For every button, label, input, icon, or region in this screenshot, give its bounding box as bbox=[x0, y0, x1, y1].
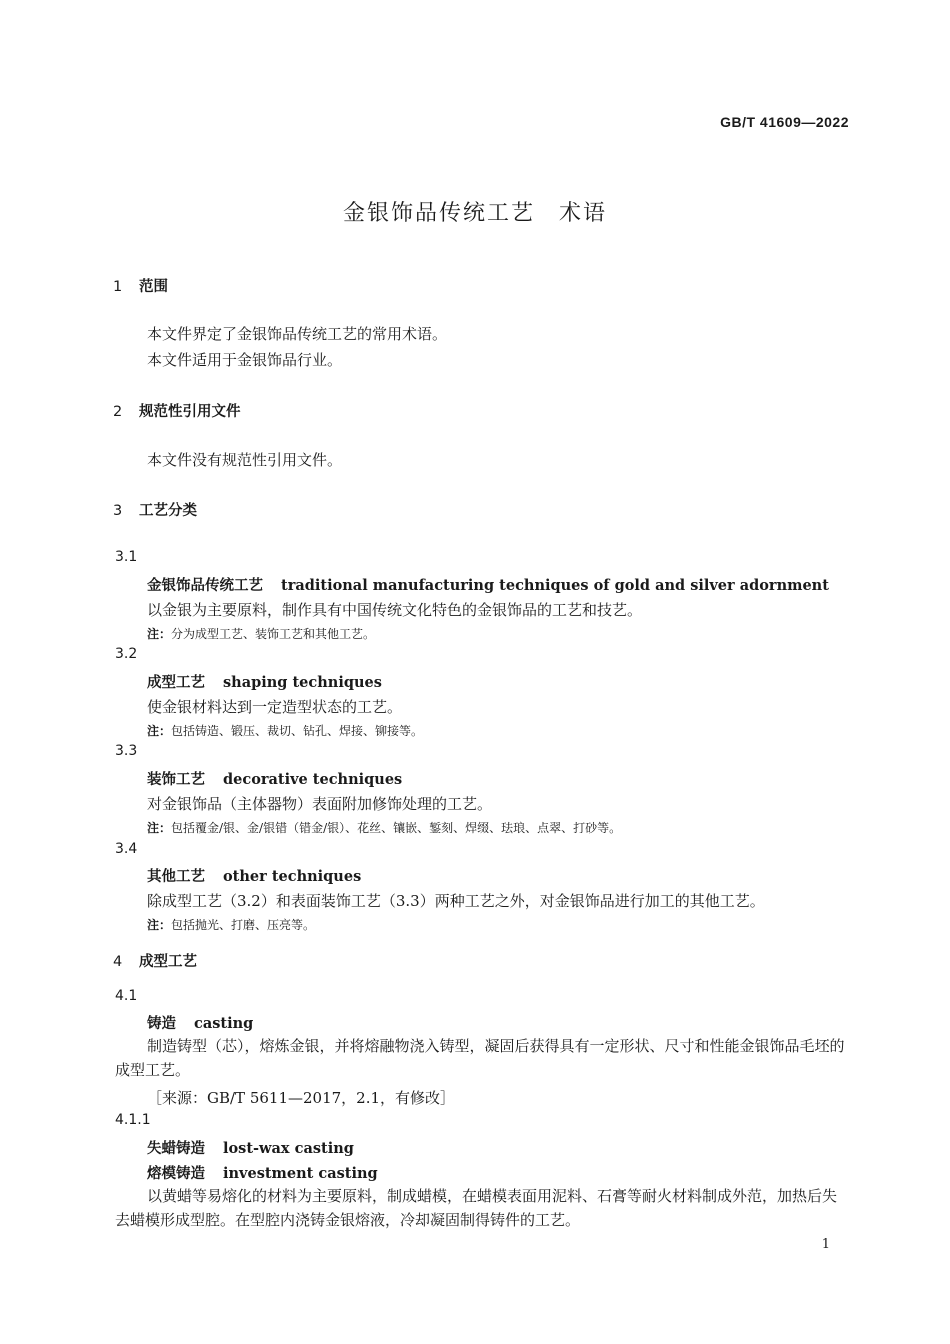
term-zh: 熔模铸造 bbox=[147, 1166, 205, 1182]
term-en: casting bbox=[194, 1015, 254, 1032]
section-1-heading bbox=[113, 275, 168, 296]
term-number: 4.1 bbox=[115, 988, 138, 1004]
term-en: lost-wax casting bbox=[223, 1140, 354, 1157]
section-number: 4 bbox=[113, 954, 123, 970]
section-title: 成型工艺 bbox=[139, 954, 197, 970]
note-label: 注： bbox=[147, 724, 172, 738]
section-3-heading bbox=[113, 499, 197, 520]
section-2-heading bbox=[113, 400, 241, 421]
standard-number: GB/T 41609—2022 bbox=[720, 114, 849, 130]
term-definition: 以黄蜡等易熔化的材料为主要原料，制成蜡模，在蜡模表面用泥料、石膏等耐火材料制成外范，加热后失去蜡模形成型腔。在型腔内浇铸金银熔液，冷却凝固制得铸件的工艺。 bbox=[115, 1187, 838, 1229]
paragraph: 本文件没有规范性引用文件。 bbox=[147, 451, 343, 469]
term-note bbox=[147, 722, 423, 739]
note-text: 分为成型工艺、装饰工艺和其他工艺。 bbox=[171, 627, 376, 641]
section-title: 规范性引用文件 bbox=[139, 404, 241, 420]
term-en: other techniques bbox=[223, 868, 362, 885]
term-zh: 装饰工艺 bbox=[147, 772, 205, 788]
term-synonym bbox=[147, 1162, 378, 1183]
section-number: 3 bbox=[113, 503, 123, 519]
section-title: 工艺分类 bbox=[139, 503, 197, 519]
paragraph: 本文件界定了金银饰品传统工艺的常用术语。 bbox=[147, 325, 448, 343]
term-zh: 其他工艺 bbox=[147, 869, 205, 885]
term-entry bbox=[147, 865, 361, 886]
term-note bbox=[147, 625, 375, 642]
term-source: ［来源：GB/T 5611—2017，2.1，有修改］ bbox=[147, 1089, 456, 1107]
term-entry bbox=[147, 768, 402, 789]
term-note bbox=[147, 819, 621, 836]
section-title: 范围 bbox=[139, 279, 168, 295]
term-definition: 使金银材料达到一定造型状态的工艺。 bbox=[147, 698, 403, 716]
term-number: 3.2 bbox=[115, 646, 138, 662]
note-label: 注： bbox=[147, 627, 172, 641]
note-label: 注： bbox=[147, 821, 172, 835]
term-definition: 除成型工艺（3.2）和表面装饰工艺（3.3）两种工艺之外，对金银饰品进行加工的其他工艺。 bbox=[147, 892, 765, 910]
term-entry bbox=[147, 671, 382, 692]
term-zh: 铸造 bbox=[147, 1016, 176, 1032]
term-entry bbox=[147, 1012, 253, 1033]
paragraph: 本文件适用于金银饰品行业。 bbox=[147, 351, 343, 369]
note-text: 包括抛光、打磨、压亮等。 bbox=[171, 918, 316, 932]
term-number: 3.1 bbox=[115, 549, 138, 565]
section-number: 1 bbox=[113, 279, 123, 295]
term-definition: 制造铸型（芯），熔炼金银，并将熔融物浇入铸型，凝固后获得具有一定形状、尺寸和性能金银饰品毛坯的成型工艺。 bbox=[115, 1037, 845, 1079]
term-en: shaping techniques bbox=[223, 674, 382, 691]
note-text: 包括覆金/银、金/银错（错金/银）、花丝、镶嵌、錾刻、焊缀、珐琅、点翠、打砂等。 bbox=[171, 821, 622, 835]
note-text: 包括铸造、锻压、裁切、钻孔、焊接、铆接等。 bbox=[171, 724, 424, 738]
term-en: decorative techniques bbox=[223, 771, 403, 788]
term-definition: 以金银为主要原料，制作具有中国传统文化特色的金银饰品的工艺和技艺。 bbox=[147, 601, 643, 619]
term-number: 4.1.1 bbox=[115, 1112, 151, 1128]
term-number: 3.3 bbox=[115, 743, 138, 759]
page-number: 1 bbox=[821, 1237, 830, 1252]
term-en: traditional manufacturing techniques of gold and silver adornment bbox=[281, 577, 829, 594]
term-zh: 失蜡铸造 bbox=[147, 1141, 205, 1157]
term-zh: 金银饰品传统工艺 bbox=[147, 578, 263, 594]
term-zh: 成型工艺 bbox=[147, 675, 205, 691]
term-en: investment casting bbox=[223, 1165, 378, 1182]
document-title: 金银饰品传统工艺 术语 bbox=[342, 201, 607, 226]
note-label: 注： bbox=[147, 918, 172, 932]
term-note bbox=[147, 916, 315, 933]
term-entry bbox=[147, 574, 829, 595]
term-number: 3.4 bbox=[115, 841, 138, 857]
term-entry bbox=[147, 1137, 354, 1158]
section-4-heading bbox=[113, 950, 197, 971]
term-definition: 对金银饰品（主体器物）表面附加修饰处理的工艺。 bbox=[147, 795, 493, 813]
section-number: 2 bbox=[113, 404, 123, 420]
